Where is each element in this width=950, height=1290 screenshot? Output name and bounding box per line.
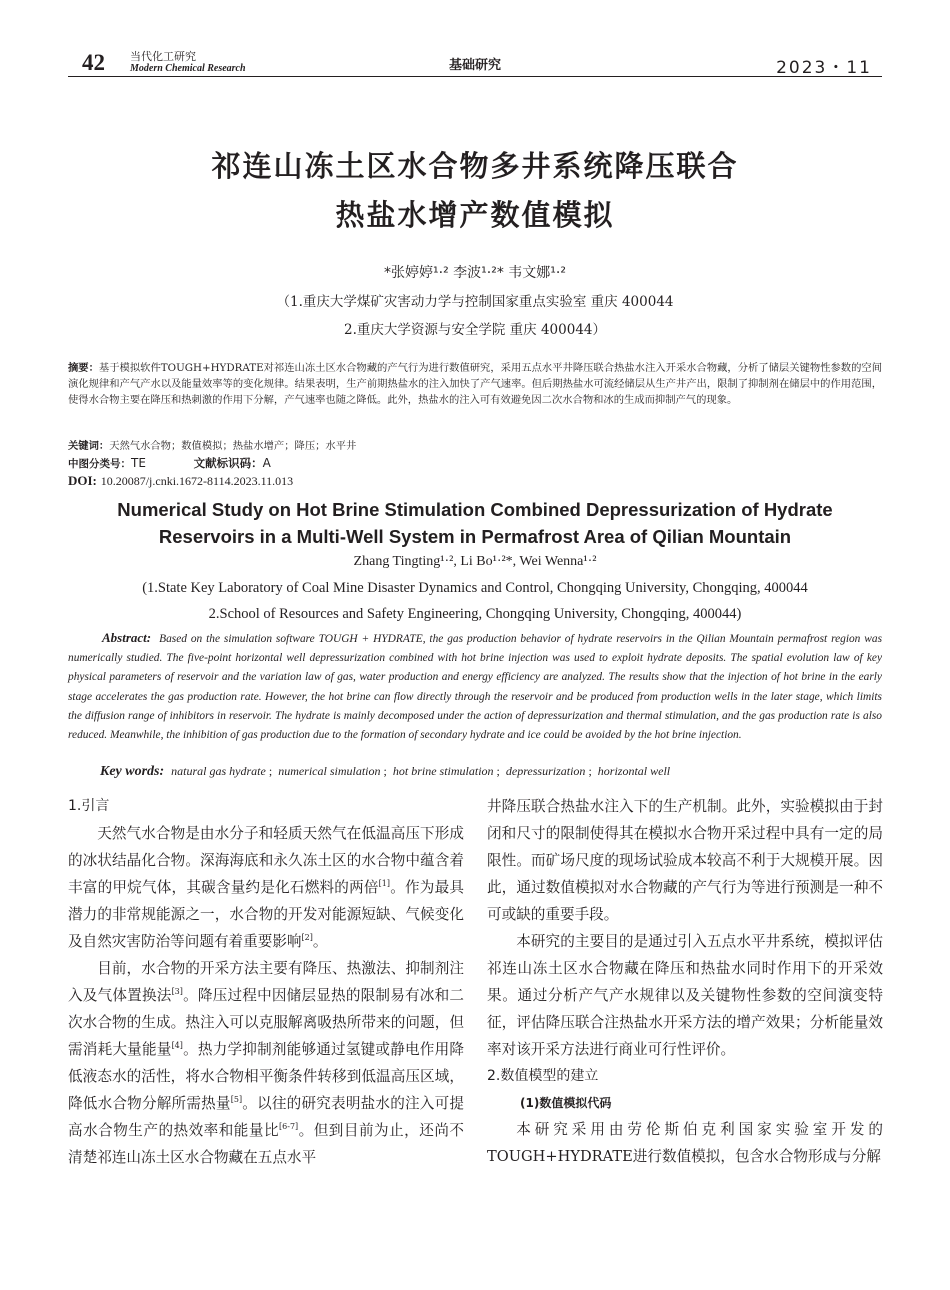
classification-line bbox=[68, 455, 882, 471]
clc-value: TE bbox=[131, 456, 146, 470]
abstract-cn bbox=[68, 360, 882, 409]
intro-paragraph-2-cont: 井降压联合热盐水注入下的生产机制。此外，实验模拟由于封闭和尺寸的限制使得其在模拟水合物开采过程中具有一定的局限性。而矿场尺度的现场试验成本较高不利于大规模开展。因此，通过数值模拟对水合物藏的产气行为等进行预测是一种不可或缺的重要手段。 bbox=[487, 798, 883, 923]
section-heading-model: 2.数值模型的建立 bbox=[487, 1068, 599, 1084]
title-cn-line-2: 热盐水增产数值模拟 bbox=[335, 198, 615, 232]
keywords-cn-text: 天然气水合物；数值模拟；热盐水增产；降压；水平井 bbox=[109, 440, 357, 452]
abstract-cn-label: 摘要： bbox=[68, 362, 99, 374]
journal-name-cn: 当代化工研究 bbox=[130, 50, 196, 63]
abstract-cn-text: 基于模拟软件TOUGH+HYDRATE对祁连山冻土区水合物藏的产气行为进行数值研究，采用五点水平井降压联合热盐水注入开采水合物藏，分析了储层关键物性参数的空间演化规律和产气产水以及能量效率等的变化规律。结果表明，生产前期热盐水的注入加快了产气速率。但后期热盐水可流经储层从生产井产出，限制了抑制剂在储层中的作用范围，使得水合物主要在降压和热刺激的作用下分解，产气速率也随之降低。此外，热盐水的注入可有效避免因二次水合物和冰的生成而抑制产气的现象。 bbox=[68, 362, 882, 407]
doccode-value: A bbox=[262, 456, 271, 470]
section-heading-introduction: 1.引言 bbox=[68, 798, 110, 814]
model-paragraph-1: 本研究采用由劳伦斯伯克利国家实验室开发的TOUGH+HYDRATE进行数值模拟，包含水合物形成与分解 bbox=[487, 1121, 883, 1165]
keyword-en-item: hot brine stimulation bbox=[392, 764, 494, 778]
page-number: 42 bbox=[82, 50, 105, 75]
subsection-heading-code: (1)数值模拟代码 bbox=[520, 1096, 612, 1110]
title-en-line-2: Reservoirs in a Multi-Well System in Permafrost Area of Qilian Mountain bbox=[158, 526, 792, 547]
keywords-cn-label: 关键词： bbox=[68, 440, 110, 452]
doi-label: DOI: bbox=[68, 473, 97, 488]
affiliation-cn-2: 2.重庆大学资源与安全学院 重庆 400044） bbox=[344, 322, 606, 338]
column-name: 基础研究 bbox=[448, 58, 501, 73]
affiliation-cn-1: （1.重庆大学煤矿灾害动力学与控制国家重点实验室 重庆 400044 bbox=[276, 294, 674, 310]
intro-paragraph-2: 目前，水合物的开采方法主要有降压、热激法、抑制剂注入及气体置换法[3]。降压过程中因储层显热的限制易有冰和二次水合物的生成。热注入可以克服解离吸热所带来的问题，但需消耗大量能量[4]。热力学抑制剂能够通过氢键或静电作用降低液态水的活性，将水合物相平衡条件转移到低温高压区域，降低水合物分解所需热量[5]。以往的研究表明盐水的注入可提高水合物生产的热效率和能量比[6-7]。但到目前为止，还尚不清楚祁连山冻土区水合物藏在五点水平 bbox=[68, 960, 464, 1166]
keywords-en-label: Key words: bbox=[100, 764, 165, 779]
affiliation-en-2: 2.School of Resources and Safety Engineering, Chongqing University, Chongqing, 400044) bbox=[208, 606, 742, 622]
doi-line bbox=[68, 473, 882, 489]
intro-paragraph-3: 本研究的主要目的是通过引入五点水平井系统，模拟评估祁连山冻土区水合物藏在降压和热盐水同时作用下的开采效果。通过分析产气产水规律以及关键物性参数的空间演变特征，评估降压联合注热盐水开采方法的增产效果；分析能量效率对该开采方法进行商业可行性评价。 bbox=[487, 933, 883, 1058]
doccode-label: 文献标识码： bbox=[193, 456, 263, 470]
keywords-en: Key words: natural gas hydrate ; numerical simulation ; hot brine stimulation ; depressurization ; horizontal well bbox=[100, 764, 671, 779]
authors-en: Zhang Tingting¹·², Li Bo¹·²*, Wei Wenna¹·² bbox=[353, 554, 597, 569]
issue-number: 2023・11 bbox=[776, 58, 872, 78]
body-right-column bbox=[487, 793, 883, 1170]
keywords-cn bbox=[68, 438, 882, 454]
clc-label: 中图分类号： bbox=[68, 458, 131, 470]
journal-name-en: Modern Chemical Research bbox=[130, 63, 246, 74]
title-cn-line-1: 祁连山冻土区水合物多井系统降压联合 bbox=[211, 149, 739, 183]
affiliation-en-1: (1.State Key Laboratory of Coal Mine Disaster Dynamics and Control, Chongqing University, Chongqing, 400044 bbox=[142, 580, 808, 596]
doi-value: 10.20087/j.cnki.1672-8114.2023.11.013 bbox=[100, 474, 294, 488]
abstract-en bbox=[68, 628, 882, 745]
keyword-en-item: depressurization bbox=[505, 764, 586, 778]
body-left-column bbox=[68, 793, 464, 1171]
abstract-en-label: Abstract: bbox=[102, 630, 152, 645]
title-en-line-1: Numerical Study on Hot Brine Stimulation Combined Depressurization of Hydrate bbox=[117, 499, 833, 520]
abstract-en-text: Based on the simulation software TOUGH + HYDRATE, the gas production behavior of hydrate reservoirs in the Qilian Mountain permafrost region was numerically studied. The five-point horizontal well depressurization combined with hot brine injection was used to exploit hydrate deposits. The spatial evolution law of key physical parameters of reservoir and the variation law of gas, water production and energy efficiency are analyzed. The results show that the injection of hot brine in the early stage accelerates the gas production rate. However, the hot brine can flow directly through the reservoir and be produced from production wells in the later stage, which limits the diffusion range of inhibitors in reservoir. The hydrate is mainly decomposed under the action of depressurization and thermal stimulation, and the gas production rate is also reduced. Meanwhile, the inhibition of gas production due to the formation of secondary hydrate and ice could be avoided by the hot brine injection. bbox=[68, 633, 882, 742]
keyword-en-item: natural gas hydrate bbox=[171, 764, 266, 778]
keyword-en-item: numerical simulation bbox=[278, 764, 381, 778]
keyword-en-item: horizontal well bbox=[597, 764, 671, 778]
running-header bbox=[68, 40, 882, 77]
authors-cn: *张婷婷¹·² 李波¹·²* 韦文娜¹·² bbox=[384, 265, 566, 281]
intro-paragraph-1: 天然气水合物是由水分子和轻质天然气在低温高压下形成的冰状结晶化合物。深海海底和永久冻土区的水合物中蕴含着丰富的甲烷气体，其碳含量约是化石燃料的两倍[1]。作为最具潜力的非常规能源之一，水合物的开发对能源短缺、气候变化及自然灾害防治等问题有着重要影响[2]。 bbox=[68, 825, 464, 950]
